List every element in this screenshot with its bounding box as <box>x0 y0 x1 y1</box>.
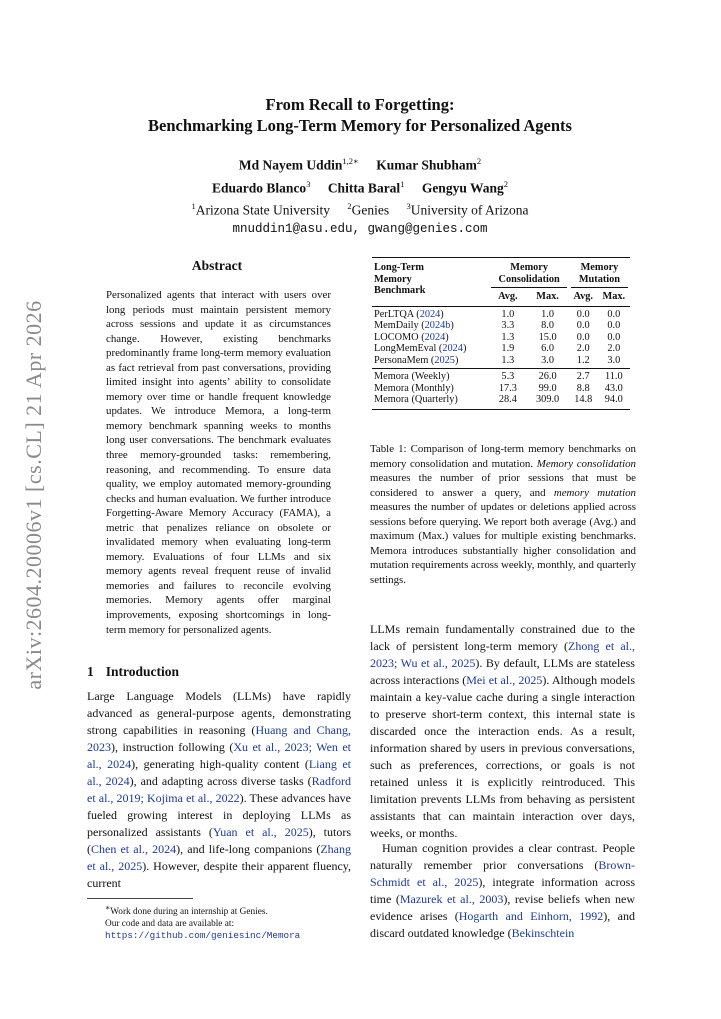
title-line-1: From Recall to Forgetting: <box>265 95 455 114</box>
table-row: MemDaily (2024b) 3.3 8.0 0.0 0.0 <box>372 320 630 332</box>
citation-link[interactable]: Zhang et al., 2025 <box>87 842 351 873</box>
body-text: ), revise beliefs when new evidence arises ( <box>370 892 636 923</box>
cell-value: 8.0 <box>541 320 555 331</box>
citation-link[interactable]: 2024 <box>442 343 463 354</box>
footnote-mark: ∗ <box>105 903 111 912</box>
affil-mark: 1 <box>191 201 196 211</box>
body-text: ). However, despite their apparent fluency, current <box>87 859 351 890</box>
body-text: ), and adapting across diverse tasks ( <box>129 774 312 788</box>
cell-value: 0.0 <box>569 306 598 320</box>
cell-value: 1.3 <box>501 331 515 343</box>
benchmark-name: PersonaMem <box>374 354 429 366</box>
section-title: Introduction <box>105 664 180 679</box>
body-text: Large Language Models (LLMs) have rapidly advanced as general-purpose agents, demonstrating strong capabilities in reasoning ( <box>87 689 351 737</box>
caption-emphasis: Memory consolidation <box>536 457 636 470</box>
citation-link[interactable]: Hogarth and Einhorn, 1992 <box>458 909 604 923</box>
cell-value: 14.8 <box>569 394 598 409</box>
cell-value: 3.3 <box>501 320 515 331</box>
cell-value: 11.0 <box>598 369 630 383</box>
body-text: ), and discard outdated knowledge ( <box>370 909 636 940</box>
citation-link[interactable]: Yuan et al., 2025 <box>212 825 309 839</box>
table-row: PerLTQA (2024) 1.0 1.0 0.0 0.0 <box>372 306 630 320</box>
author-line-1 <box>80 152 640 175</box>
table-1 <box>372 257 630 410</box>
table-row: LOCOMO (2024) 1.3 15.0 0.0 0.0 <box>372 332 630 344</box>
benchmark-name: Memora (Monthly) <box>374 382 454 394</box>
repository-link[interactable]: https://github.com/geniesinc/Memora <box>105 930 301 942</box>
author-affil-mark: 2 <box>503 178 508 189</box>
benchmark-name: MemDaily <box>374 320 419 331</box>
header-text: Memory <box>580 262 619 273</box>
citation-link[interactable]: Radford et al., 2019; Kojima et al., 2022 <box>87 774 351 805</box>
body-text: ), tutors ( <box>87 825 351 856</box>
footnote-text: Work done during an internship at Genies. <box>110 907 268 918</box>
body-text: LLMs remain fundamentally constrained due to the lack of persistent long-term memory ( <box>370 622 635 653</box>
caption-emphasis: memory mutation <box>553 486 636 499</box>
cell-value: 2.7 <box>569 369 598 383</box>
column-header-max: Max. <box>536 291 559 302</box>
body-text: ), instruction following ( <box>111 740 234 754</box>
citation-link[interactable]: Chen et al., 2024 <box>91 842 177 856</box>
body-text: ), generating high-quality content ( <box>131 757 309 771</box>
footnote-divider <box>87 898 193 899</box>
benchmark-name: PerLTQA <box>374 308 414 320</box>
abstract-body: Personalized agents that interact with users over long periods must maintain persistent memory across sessions and update it as circumstances change. However, existing benchmarks predominantly frame long-term memory evaluation as fact retrieval from past conversations, providing limited insight into agents’ ability to consolidate memory over time or handle frequent knowledge updates. We introduce Memora, a long-term memory benchmark spanning weeks to months long user conversations. The benchmark evaluates three memory-grounded tasks: remembering, reasoning, and recommending. To ensure data quality, we employ automated memory-grounding checks and human evaluation. We further introduce Forgetting-Aware Memory Accuracy (FAMA), a metric that penalizes reliance on obsolete or invalidated memory when evaluating long-term memory. Evaluations of four LLMs and six memory agents reveal frequent reuse of invalid memories and failures to reconcile evolving memories. Memory agents offer marginal improvements, exposing shortcomings in long-term memory for personalized agents. <box>106 289 331 636</box>
header-text: Long-Term <box>374 262 424 273</box>
affiliations <box>80 197 640 220</box>
affiliation: University of Arizona <box>410 202 529 218</box>
column-group-consolidation <box>489 258 568 289</box>
citation-link[interactable]: 2024 <box>424 331 446 343</box>
header-text: Benchmark <box>374 285 426 296</box>
author-emails: mnuddin1@asu.edu, gwang@genies.com <box>232 221 488 236</box>
arxiv-side-stamp <box>4 300 64 690</box>
body-text: Human cognition provides a clear contrast. People naturally remember prior conversations ( <box>370 841 635 872</box>
cell-value: 8.8 <box>576 382 590 394</box>
header-text: Consolidation <box>491 274 566 289</box>
table-row <box>372 369 630 383</box>
affiliation: Arizona State University <box>195 202 330 218</box>
table-row: PersonaMem (2025) 1.3 3.0 1.2 3.0 <box>372 355 630 369</box>
column-group-mutation <box>569 258 630 289</box>
footnote-1 <box>87 902 353 919</box>
arxiv-identifier: arXiv:2604.20006v1 [cs.CL] 21 Apr 2026 <box>21 300 46 690</box>
title-line-2: Benchmarking Long-Term Memory for Personalized Agents <box>148 116 572 135</box>
caption-text: Table 1: Comparison of long-term memory benchmarks on memory consolidation and mutation. <box>370 443 636 470</box>
citation-link[interactable]: Brown-Schmidt et al., 2025 <box>370 858 635 889</box>
cell-value: 1.0 <box>526 306 569 320</box>
cell-value: 28.4 <box>489 394 526 409</box>
cell-value: 43.0 <box>604 382 623 394</box>
footnote-2 <box>87 919 353 943</box>
citation-link[interactable]: Xu et al., 2023; Wen et al., 2024 <box>87 740 351 771</box>
citation-link[interactable]: 2024b <box>424 320 451 331</box>
cell-value: 94.0 <box>598 394 630 409</box>
citation-link[interactable]: Bekinschtein <box>511 926 575 940</box>
cell-value: 0.0 <box>576 331 590 343</box>
author-affil-mark: 2 <box>476 156 482 166</box>
caption-text: measures the number of prior sessions that must be considered to answer a query, and <box>370 472 636 499</box>
author-name: Md Nayem Uddin <box>238 157 343 173</box>
cell-value: 5.3 <box>489 369 526 383</box>
body-text: ). Although models maintain a key-value cache during a single interaction to preserve short-term context, this internal state is discarded once the interaction ends. As a result, information shared by users in previous conversations, such as preferences, corrections, or goals is not retained unless it is explicitly reintroduced. This limitation prevents LLMs from behaving as persistent assistants that can maintain interaction over days, weeks, or months. <box>370 673 635 840</box>
benchmark-name: Memora (Quarterly) <box>372 394 489 409</box>
citation-link[interactable]: Mei et al., 2025 <box>466 673 543 687</box>
citation-link[interactable]: Huang and Chang, 2023 <box>87 723 351 754</box>
affil-mark: 2 <box>347 201 352 211</box>
body-text: ), and life-long companions ( <box>176 842 321 856</box>
cell-value: 0.0 <box>576 320 590 331</box>
table-1-caption <box>370 442 636 587</box>
cell-value: 0.0 <box>607 320 621 331</box>
cell-value: 2.0 <box>607 343 621 354</box>
cell-value: 15.0 <box>538 331 557 343</box>
author-affil-mark: 1 <box>400 178 405 189</box>
benchmark-name: LOCOMO <box>374 331 419 343</box>
author-affil-mark: 3 <box>306 178 311 189</box>
cell-value: 26.0 <box>526 369 569 383</box>
cell-value: 1.0 <box>489 306 526 320</box>
cell-value: 3.0 <box>607 354 621 366</box>
column-header-max: Max. <box>602 291 626 302</box>
author-block <box>80 152 640 238</box>
cell-value: 6.0 <box>541 343 555 354</box>
cell-value: 0.0 <box>607 331 621 343</box>
section-number: 1 <box>87 664 94 679</box>
affiliation: Genies <box>351 202 390 218</box>
table-row <box>372 383 630 395</box>
benchmark-comparison-table <box>372 257 630 410</box>
footnotes <box>87 902 353 943</box>
citation-link[interactable]: Mazurek et al., 2003 <box>399 892 504 906</box>
table-row: LongMemEval (2024) 1.9 6.0 2.0 2.0 <box>372 343 630 355</box>
section-heading-introduction <box>87 664 179 680</box>
intro-paragraph-2 <box>370 621 635 842</box>
column-header-benchmark <box>372 258 489 307</box>
cell-value: 309.0 <box>526 394 569 409</box>
citation-link[interactable]: 2024 <box>419 308 441 320</box>
cell-value: 1.9 <box>501 343 515 354</box>
cell-value: 0.0 <box>598 306 630 320</box>
paper-title <box>80 94 640 136</box>
footnote-text: Our code and data are available at: <box>105 918 235 929</box>
citation-link[interactable]: Liang et al., 2024 <box>87 757 351 788</box>
cell-value: 17.3 <box>498 382 517 394</box>
author-affil-mark: 1,2∗ <box>342 156 359 166</box>
intro-paragraph-3 <box>370 840 635 942</box>
citation-link[interactable]: 2025 <box>434 354 455 366</box>
body-text: ). These advances have fueled growing interest in deploying LLMs as personalized assistants ( <box>87 791 352 839</box>
cell-value: 1.3 <box>501 354 515 366</box>
author-name: Gengyu Wang <box>421 180 504 195</box>
benchmark-name: LongMemEval <box>374 343 437 354</box>
abstract-heading: Abstract <box>191 258 243 273</box>
body-text: ), integrate information across time ( <box>370 875 635 906</box>
cell-value: 2.0 <box>576 343 590 354</box>
author-name: Kumar Shubham <box>376 157 477 173</box>
caption-text: measures the number of updates or deletions applied across sessions before querying. We report both average (Avg.) and maximum (Max.) values for multiple existing benchmarks. Memora introduces substantially higher consolidation and mutation requirements across weekly, monthly, and quarterly settings. <box>370 501 636 586</box>
cell-value: 1.2 <box>576 354 590 366</box>
column-header-avg: Avg. <box>498 291 518 302</box>
header-text: Memory <box>374 273 412 285</box>
citation-link[interactable]: Zhong et al., 2023; Wu et al., 2025 <box>370 639 636 670</box>
benchmark-name: Memora (Weekly) <box>372 369 489 383</box>
body-text: ). By default, LLMs are stateless across interactions ( <box>370 656 635 687</box>
intro-paragraph-1 <box>87 688 351 892</box>
header-text: Memory <box>510 262 549 273</box>
author-name: Chitta Baral <box>327 180 401 195</box>
author-name: Eduardo Blanco <box>212 180 307 195</box>
affil-mark: 3 <box>406 201 411 211</box>
column-header-avg: Avg. <box>573 291 593 302</box>
cell-value: 99.0 <box>538 382 557 394</box>
header-text: Mutation <box>571 274 628 289</box>
author-line-2 <box>80 175 640 198</box>
table-row <box>372 394 630 409</box>
cell-value: 3.0 <box>541 354 555 366</box>
